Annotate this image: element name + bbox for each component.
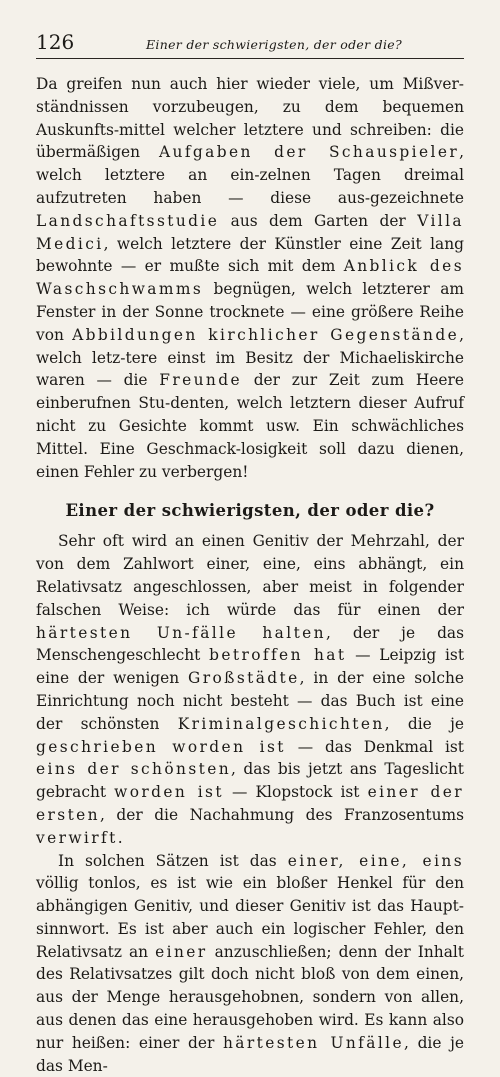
spaced-text: einer der ersten [36, 783, 464, 824]
text-run: , welch letz-tere einst im Besitz der Michaeliskirche waren — die [36, 326, 464, 390]
running-title: Einer der schwierigsten, der oder die? [146, 37, 402, 52]
text-run: Da greifen nun auch hier wieder viele, um Mißver-ständnissen vorzubeugen, zu dem bequemen Auskunfts-mittel welcher letztere und schreiben: die übermäßigen [36, 75, 464, 161]
text-run: aus dem Garten der [219, 212, 417, 230]
text-run: — das Denkmal ist [286, 738, 464, 756]
spaced-text: Kriminalgeschichten [178, 715, 385, 733]
spaced-text: Aufgaben der Schauspieler [159, 143, 459, 161]
section-heading: Einer der schwierigsten, der oder die? [36, 501, 464, 520]
text-run: . [118, 829, 123, 847]
spaced-text: betroffen hat [209, 646, 346, 664]
spaced-text: härtesten Un-fälle halten [36, 624, 326, 642]
running-head [36, 30, 464, 52]
spaced-text: Abbildungen kirchlicher Gegenstände [72, 326, 459, 344]
text-run: , das bis jetzt ans Tageslicht gebracht [36, 760, 464, 801]
spaced-text: eins der schönsten [36, 760, 231, 778]
text-run: , welch letztere der Künstler eine Zeit lang bewohnte — er mußte sich mit dem [36, 235, 464, 276]
text-run: — Leipzig ist eine der wenigen [36, 646, 464, 687]
text-run: , der je das Menschengeschlecht [36, 624, 464, 665]
text-run: — Klopstock ist [224, 783, 368, 801]
text-run: , die je das Men- [36, 1034, 464, 1075]
spaced-text: Landschaftsstudie [36, 212, 219, 230]
paragraph-2 [36, 530, 464, 849]
text-run: , die je [385, 715, 464, 733]
spaced-text: einer [155, 943, 207, 961]
text-run: , der die Nachahmung des Franzosentums [100, 806, 464, 824]
text-run: völlig tonlos, es ist wie ein bloßer Henkel für den abhängigen Genitiv, und dieser Genitiv ist das Haupt-sinnwort. Es ist aber auch ein logischer Fehler, den Relativsatz an [36, 874, 464, 960]
spaced-text: Anblick des Waschschwamms [36, 257, 464, 298]
text-run: der zur Zeit zum Heere einberufnen Stu-denten, welch letztern dieser Aufruf nicht zu Gesichte kommt usw. Ein schwächliches Mittel. Eine Geschmack-losigkeit soll dazu dienen, einen Fehler zu verbergen! [36, 371, 464, 480]
paragraph-1 [36, 73, 464, 483]
text-run: Sehr oft wird an einen Genitiv der Mehrzahl, der von dem Zahlwort einer, eine, eins abhängt, ein Relativsatz angeschlossen, aber meist in folgender falschen Weise: ich würde das für einen der [36, 532, 464, 618]
header-rule [36, 58, 464, 59]
paragraph-3 [36, 850, 464, 1077]
text-run: In solchen Sätzen ist das [58, 852, 288, 870]
spaced-text: Freunde [159, 371, 242, 389]
text-run: , welch letztere an ein-zelnen Tagen dreimal aufzutreten haben — diese aus-gezeichnete [36, 143, 464, 207]
spaced-text: worden ist [114, 783, 224, 801]
text-run: begnügen, welch letzterer am Fenster in der Sonne trocknete — eine größere Reihe von [36, 280, 464, 344]
text-run: , in der eine solche Einrichtung noch nicht besteht — das Buch ist eine der schönsten [36, 669, 464, 733]
spaced-text: geschrieben worden ist [36, 738, 286, 756]
page-number: 126 [36, 30, 146, 54]
spaced-text: härtesten Unfälle [223, 1034, 404, 1052]
spaced-text: Villa Medici [36, 212, 464, 253]
spaced-text: Großstädte [188, 669, 300, 687]
spaced-text: einer, eine, eins [288, 852, 464, 870]
spaced-text: verwirft [36, 829, 118, 847]
text-run: anzuschließen; denn der Inhalt des Relativsatzes gilt doch nicht bloß von dem einen, aus der Menge herausgehobnen, sondern von allen, aus denen das eine herausgehoben wird. Es kann also nur heißen: einer der [36, 943, 464, 1052]
